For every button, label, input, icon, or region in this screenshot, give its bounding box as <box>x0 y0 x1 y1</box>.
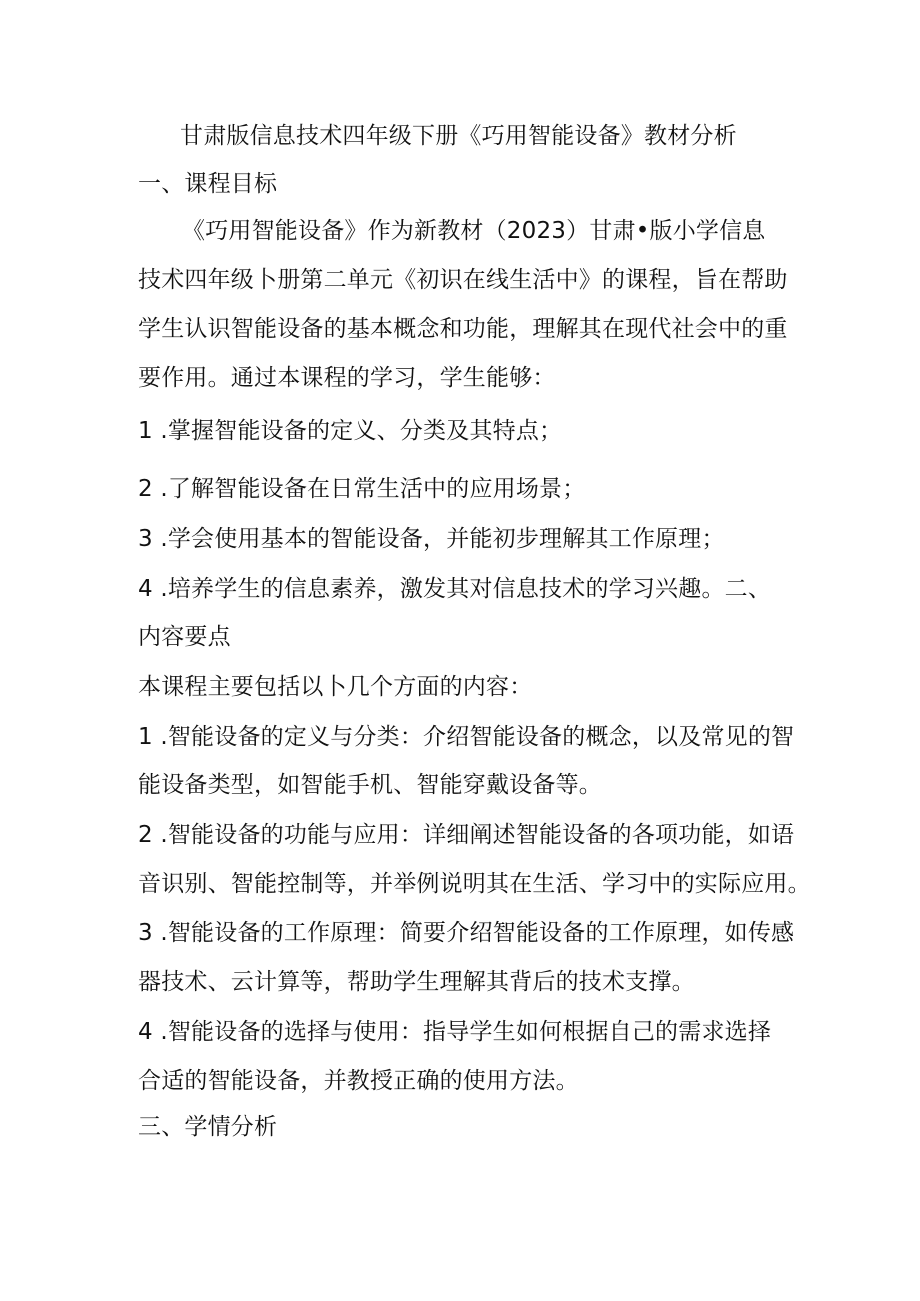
goal-item: 4 .培养学生的信息素养，激发其对信息技术的学习兴趣。二、 <box>138 576 772 602</box>
paragraph-line: 《巧用智能设备》作为新教材（2023）甘肃•版小学信息 <box>182 218 766 244</box>
goal-item: 1 .掌握智能设备的定义、分类及其特点； <box>138 418 563 444</box>
paragraph-line: 要作用。通过本课程的学习，学生能够： <box>138 365 556 391</box>
paragraph-line: 技术四年级卜册第二单元《初识在线生活中》的课程，旨在帮助 <box>138 267 788 293</box>
content-point-line: 器技术、云计算等，帮助学生理解其背后的技术支撑。 <box>138 969 695 995</box>
content-intro: 本课程主要包括以卜几个方面的内容： <box>138 674 533 700</box>
section-heading-course-goals: 一、课程目标 <box>138 171 278 197</box>
content-point-line: 1 .智能设备的定义与分类：介绍智能设备的概念，以及常见的智 <box>138 724 795 750</box>
goal-item: 2 .了解智能设备在日常生活中的应用场景； <box>138 476 586 502</box>
goal-item: 3 .学会使用基本的智能设备，并能初步理解其工作原理； <box>138 526 725 552</box>
section-heading-content-points: 内容要点 <box>138 624 231 650</box>
paragraph-line: 学生认识智能设备的基本概念和功能，理解其在现代社会中的重 <box>138 316 788 342</box>
content-point-line: 合适的智能设备，并教授正确的使用方法。 <box>138 1068 579 1094</box>
content-point-line: 能设备类型，如智能手机、智能穿戴设备等。 <box>138 772 602 798</box>
content-point-line: 2 .智能设备的功能与应用：详细阐述智能设备的各项功能，如语 <box>138 822 795 848</box>
section-heading-learner-analysis: 三、学情分析 <box>138 1114 278 1140</box>
content-point-line: 音识别、智能控制等，并举例说明其在生活、学习中的实际应用。 <box>138 871 811 897</box>
content-point-line: 3 .智能设备的工作原理：简要介绍智能设备的工作原理，如传感 <box>138 920 795 946</box>
document-title: 甘肃版信息技术四年级下册《巧用智能设备》教材分析 <box>180 123 737 149</box>
content-point-line: 4 .智能设备的选择与使用：指导学生如何根据自己的需求选择 <box>138 1019 772 1045</box>
